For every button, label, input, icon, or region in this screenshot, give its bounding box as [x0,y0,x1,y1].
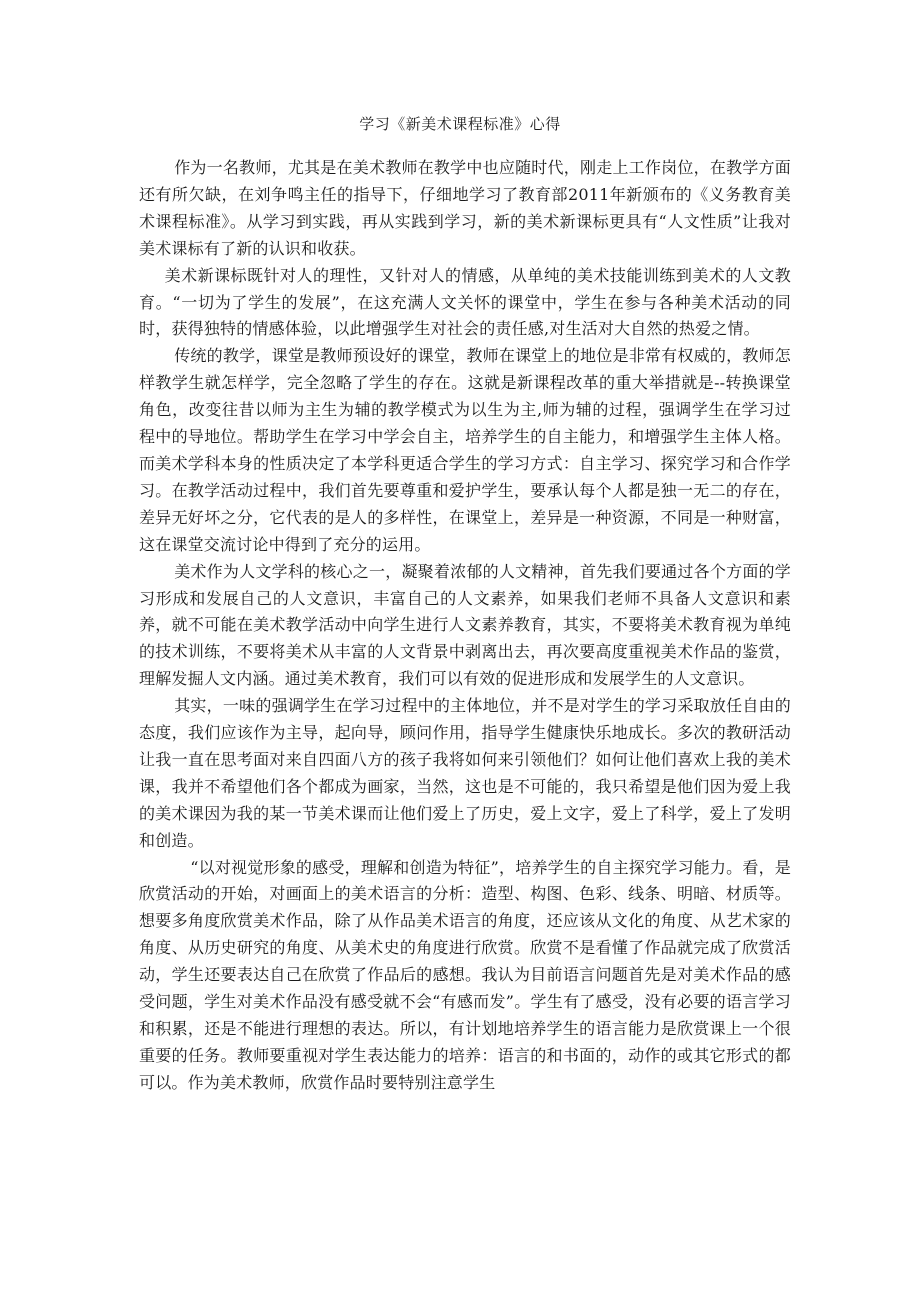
paragraph-4: 美术作为人文学科的核心之一，凝聚着浓郁的人文精神，首先我们要通过各个方面的学习形成和发展自己的人文意识，丰富自己的人文素养，如果我们老师不具备人文意识和素养，就不可能在美术教学活动中向学生进行人文素养教育，其实，不要将美术教育视为单纯的技术训练，不要将美术从丰富的人文背景中剥离出去，再次要高度重视美术作品的鉴赏，理解发掘人文内涵。通过美术教育，我们可以有效的促进形成和发展学生的人文意识。 [139,561,791,689]
document-title: 学习《新美术课程标准》心得 [359,115,561,133]
paragraph-1: 作为一名教师，尤其是在美术教师在教学中也应随时代，刚走上工作岗位，在教学方面还有所欠缺，在刘争鸣主任的指导下，仔细地学习了教育部2011年新颁布的《义务教育美术课程标准》。从学习到实践，再从实践到学习，新的美术新课标更具有“人文性质”让我对美术课标有了新的认识和收获。 [139,158,791,258]
document-body [139,155,791,1097]
paragraph-2: 美术新课标既针对人的理性，又针对人的情感，从单纯的美术技能训练到美术的人文教育。“一切为了学生的发展”，在这充满人文关怀的课堂中，学生在参与各种美术活动的同时，获得独特的情感体验，以此增强学生对社会的责任感,对生活对大自然的热爱之情。 [139,265,791,339]
paragraph-3: 传统的教学，课堂是教师预设好的课堂，教师在课堂上的地位是非常有权威的，教师怎样教学生就怎样学，完全忽略了学生的存在。这就是新课程改革的重大举措就是--转换课堂角色，改变往昔以师为主生为辅的教学模式为以生为主,师为辅的过程，强调学生在学习过程中的导地位。帮助学生在学习中学会自主，培养学生的自主能力，和增强学生主体人格。而美术学科本身的性质决定了本学科更适合学生的学习方式：自主学习、探究学习和合作学习。在教学活动过程中，我们首先要尊重和爱护学生，要承认每个人都是独一无二的存在，差异无好坏之分，它代表的是人的多样性，在课堂上，差异是一种资源，不同是一种财富，这在课堂交流讨论中得到了充分的运用。 [139,346,791,554]
paragraph-5: 其实，一味的强调学生在学习过程中的主体地位，并不是对学生的学习采取放任自由的态度，我们应该作为主导，起向导，顾问作用，指导学生健康快乐地成长。多次的教研活动让我一直在思考面对来自四面八方的孩子我将如何来引领他们？如何让他们喜欢上我的美术课，我并不希望他们各个都成为画家，当然，这也是不可能的，我只希望是他们因为爱上我的美术课因为我的某一节美术课而让他们爱上了历史，爱上文字，爱上了科学，爱上了发明和创造。 [139,696,791,850]
paragraph-6: “以对视觉形象的感受，理解和创造为特征”，培养学生的自主探究学习能力。看，是欣赏活动的开始，对画面上的美术语言的分析：造型、构图、色彩、线条、明暗、材质等。想要多角度欣赏美术作品，除了从作品美术语言的角度，还应该从文化的角度、从艺术家的角度、从历史研究的角度、从美术史的角度进行欣赏。欣赏不是看懂了作品就完成了欣赏活动，学生还要表达自己在欣赏了作品后的感想。我认为目前语言问题首先是对美术作品的感受问题，学生对美术作品没有感受就不会“有感而发”。学生有了感受，没有必要的语言学习和积累，还是不能进行理想的表达。所以，有计划地培养学生的语言能力是欣赏课上一个很重要的任务。教师要重视对学生表达能力的培养：语言的和书面的，动作的或其它形式的都可以。作为美术教师，欣赏作品时要特别注意学生 [139,857,791,1092]
